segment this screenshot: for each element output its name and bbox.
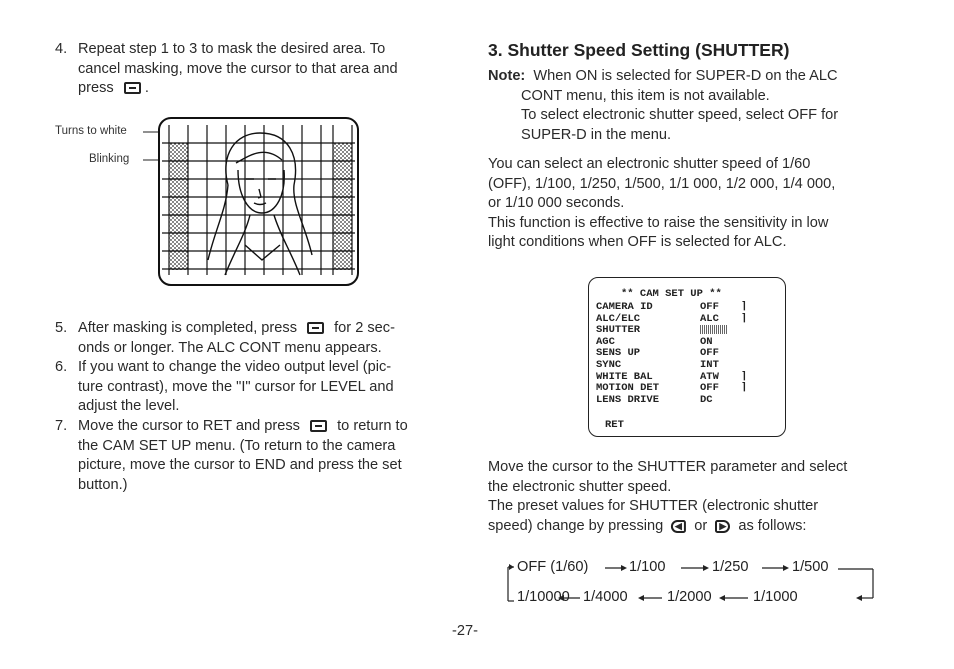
step-7-number: 7. — [55, 418, 68, 434]
step-5 — [55, 319, 455, 358]
step-5-number: 5. — [55, 320, 68, 336]
menu-row — [596, 347, 776, 359]
step-5-line-1a: After masking is completed, press — [78, 320, 297, 336]
para2-line-4a: speed) change by pressing — [488, 517, 664, 534]
step-4-line-2: cancel masking, move the cursor to that area and — [78, 60, 398, 77]
seq-top-1: OFF (1/60) — [517, 559, 589, 575]
menu-rows — [596, 301, 776, 405]
note-line-4: SUPER-D in the menu. — [521, 126, 672, 143]
menu-row-value: DC — [700, 393, 713, 406]
step-6-line-1: If you want to change the video output level (pic- — [78, 359, 392, 375]
menu-row-value: INT — [700, 358, 719, 371]
menu-row-name: ALC/ELC — [596, 312, 641, 325]
step-4-line-1: Repeat step 1 to 3 to mask the desired area. To — [78, 41, 386, 57]
step-7-line-3: picture, move the cursor to END and press the set — [78, 457, 402, 473]
seq-bottom-2: 1/4000 — [583, 589, 628, 605]
seq-bottom-3: 1/2000 — [667, 589, 712, 605]
menu-row-value: ON — [700, 335, 713, 348]
menu-title: ** CAM SET UP ** — [621, 288, 722, 300]
menu-row-value: ALC — [700, 312, 719, 325]
step-7 — [55, 417, 455, 495]
para1-line-2: (OFF), 1/100, 1/250, 1/500, 1/1 000, 1/2 000, 1/4 000, — [488, 175, 836, 192]
para2-line-4b: as follows: — [738, 517, 807, 534]
seq-top-4: 1/500 — [792, 559, 829, 575]
shutter-sequence — [505, 556, 885, 608]
note-line-1: When ON is selected for SUPER-D on the ALC — [533, 68, 838, 84]
note-label: Note: — [488, 68, 526, 84]
step-4-number: 4. — [55, 41, 68, 57]
paragraph-2 — [488, 458, 908, 536]
menu-row — [596, 313, 776, 325]
step-5-line-2: onds or longer. The ALC CONT menu appears. — [78, 339, 382, 356]
step-7-line-2: the CAM SET UP menu. (To return to the camera — [78, 437, 396, 454]
menu-row — [596, 301, 776, 313]
menu-row — [596, 324, 776, 336]
seq-top-3: 1/250 — [712, 559, 749, 575]
label-blinking: Blinking — [89, 153, 130, 165]
step-7-line-1a: Move the cursor to RET and press — [78, 418, 300, 434]
menu-row — [596, 371, 776, 383]
para1-line-3: or 1/10 000 seconds. — [488, 195, 625, 211]
menu-row — [596, 359, 776, 371]
monitor-illustration — [50, 115, 370, 290]
menu-ret: RET — [605, 419, 624, 431]
step-6-number: 6. — [55, 359, 68, 375]
submenu-bracket-icon: ⌉ — [741, 382, 748, 395]
menu-row-name: SYNC — [596, 358, 622, 371]
page-number: -27- — [452, 623, 478, 639]
right-arrow-button-icon: ▶ — [715, 520, 730, 533]
menu-row-name: SENS UP — [596, 347, 641, 360]
note-line-3: To select electronic shutter speed, select OFF for — [521, 107, 839, 123]
blinking-value-indicator — [700, 325, 728, 334]
menu-row — [596, 382, 776, 394]
para2-line-1: Move the cursor to the SHUTTER parameter and select — [488, 459, 848, 475]
para2-line-3: The preset values for SHUTTER (electronic shutter — [488, 498, 819, 514]
menu-row-name: CAMERA ID — [596, 301, 653, 313]
step-4 — [55, 40, 455, 99]
step-4-end: . — [144, 80, 149, 96]
mask-figure — [50, 115, 370, 290]
step-5-line-1b: for 2 sec- — [334, 320, 395, 336]
seq-bottom-4: 1/1000 — [753, 589, 798, 605]
step-4-line-3: press — [78, 80, 114, 96]
menu-row-name: AGC — [596, 335, 615, 348]
left-arrow-button-icon: ▶ — [671, 520, 686, 533]
menu-row-value: OFF — [700, 382, 719, 395]
menu-row-name: WHITE BAL — [596, 370, 653, 383]
para2-line-2: the electronic shutter speed. — [488, 478, 672, 495]
menu-row-name: LENS DRIVE — [596, 393, 660, 406]
step-6 — [55, 358, 455, 417]
paragraph-1 — [488, 155, 908, 253]
menu-row — [596, 394, 776, 406]
note-line-2: CONT menu, this item is not available. — [521, 87, 770, 104]
note-block — [488, 67, 908, 145]
para1-line-1: You can select an electronic shutter speed of 1/60 — [488, 156, 811, 172]
set-button-icon — [124, 82, 141, 94]
menu-row-value: ATW — [700, 370, 719, 383]
submenu-bracket-icon: ⌉ — [741, 312, 748, 325]
submenu-bracket-icon: ⌉ — [741, 370, 748, 383]
menu-row-name: SHUTTER — [596, 324, 641, 337]
menu-row-name: MOTION DET — [596, 382, 660, 395]
seq-top-2: 1/100 — [629, 559, 666, 575]
submenu-bracket-icon: ⌉ — [741, 301, 748, 313]
menu-row-value: OFF — [700, 301, 719, 313]
set-button-icon — [310, 420, 327, 432]
step-7-line-1b: to return to — [337, 418, 408, 434]
seq-bottom-1: 1/10000 — [517, 589, 570, 605]
para1-line-4: This function is effective to raise the sensitivity in low — [488, 214, 829, 231]
para1-line-5: light conditions when OFF is selected for ALC. — [488, 234, 787, 250]
cam-setup-menu — [588, 277, 786, 437]
menu-row — [596, 336, 776, 348]
label-turns-to-white: Turns to white — [55, 125, 127, 137]
menu-row-value: OFF — [700, 347, 719, 360]
step-7-line-4: button.) — [78, 476, 128, 493]
set-button-icon — [307, 322, 324, 334]
para2-or: or — [694, 517, 708, 534]
step-6-line-2: ture contrast), move the "I" cursor for LEVEL and — [78, 378, 394, 395]
section-heading: 3. Shutter Speed Setting (SHUTTER) — [488, 40, 790, 60]
step-6-line-3: adjust the level. — [78, 398, 180, 414]
